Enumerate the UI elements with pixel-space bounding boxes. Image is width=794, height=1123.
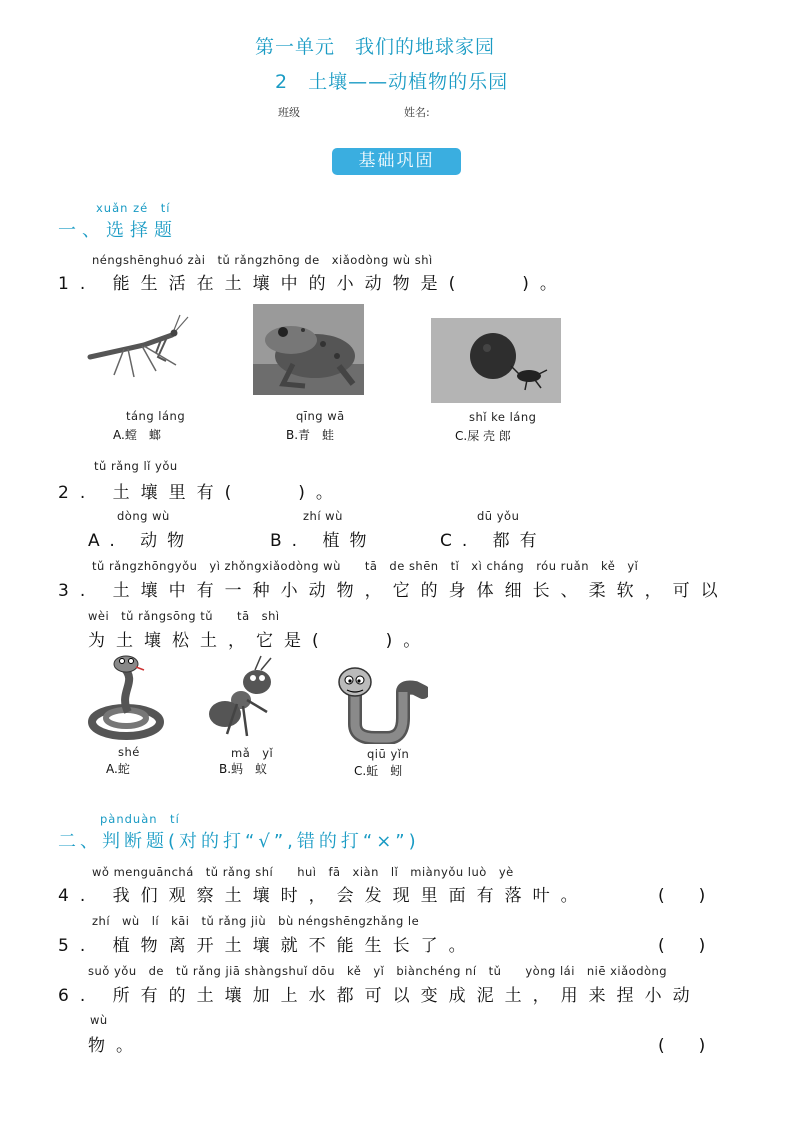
lesson-title: 2 土壤——动植物的乐园	[275, 71, 509, 93]
q4-answer-box[interactable]: ( )	[658, 886, 706, 906]
section2-pinyin: pànduàn tí	[100, 812, 180, 826]
ant-icon	[205, 652, 283, 742]
q2-option-b[interactable]: B. 植物	[270, 531, 377, 551]
q2-option-b-pinyin: zhí wù	[303, 509, 343, 523]
unit-title: 第一单元 我们的地球家园	[255, 36, 496, 58]
section2-title: 二、判断题(对的打“√”,错的打“×”)	[58, 831, 420, 852]
q3-option-b[interactable]: B.蚂 蚁	[219, 762, 268, 776]
section1-title: 一、选择题	[58, 220, 178, 241]
earthworm-icon	[333, 662, 428, 744]
name-label: 姓名:	[404, 106, 430, 119]
q5-text: 5. 植物离开土壤就不能生长了。	[58, 936, 477, 956]
class-label: 班级	[278, 106, 300, 119]
q3-text-line2: 为土壤松土，它是( )。	[88, 631, 432, 651]
q1-option-b[interactable]: B.青 蛙	[286, 428, 335, 442]
q5-answer-box[interactable]: ( )	[658, 936, 706, 956]
frog-icon	[253, 304, 364, 395]
q1-pinyin: néngshēnghuó zài tǔ rǎngzhōng de xiǎodòng wù shì	[92, 253, 433, 267]
q5-pinyin: zhí wù lí kāi tǔ rǎng jiù bù néngshēngzhǎng le	[92, 914, 420, 928]
q4-pinyin: wǒ menguānchá tǔ rǎng shí huì fā xiàn lǐ miànyǒu luò yè	[92, 865, 514, 879]
q2-pinyin: tǔ rǎng lǐ yǒu	[94, 459, 178, 473]
q3-option-a[interactable]: A.蛇	[106, 762, 130, 776]
q6-answer-box[interactable]: ( )	[658, 1036, 706, 1056]
q1-option-c-pinyin: shǐ ke láng	[469, 410, 537, 424]
q6-text-line2: 物。	[88, 1036, 144, 1056]
q3-pinyin-line1: tǔ rǎngzhōngyǒu yì zhǒngxiǎodòng wù tā de shēn tǐ xì cháng róu ruǎn kě yǐ	[92, 559, 639, 573]
q1-option-c[interactable]: C.屎 壳 郎	[455, 429, 511, 443]
mantis-icon	[84, 305, 194, 385]
q6-pinyin-line1: suǒ yǒu de tǔ rǎng jiā shàngshuǐ dōu kě yǐ biànchéng ní tǔ yòng lái niē xiǎodòng	[88, 964, 668, 978]
q6-pinyin-line2: wù	[90, 1013, 108, 1027]
q2-option-c-pinyin: dū yǒu	[477, 509, 520, 523]
q1-option-a-pinyin: táng láng	[126, 409, 186, 423]
q3-option-c-pinyin: qiū yǐn	[367, 747, 410, 761]
q2-option-a[interactable]: A. 动物	[88, 531, 195, 551]
q3-option-c[interactable]: C.蚯 蚓	[354, 764, 403, 778]
q3-text-line1: 3. 土壤中有一种小动物，它的身体细长、柔软，可以	[58, 581, 729, 601]
dung-beetle-icon	[431, 318, 561, 403]
q4-text: 4. 我们观察土壤时，会发现里面有落叶。	[58, 886, 589, 906]
q6-text-line1: 6. 所有的土壤加上水都可以变成泥土，用来捏小动	[58, 986, 701, 1006]
q3-pinyin-line2: wèi tǔ rǎngsōng tǔ tā shì	[88, 609, 280, 623]
section1-pinyin: xuǎn zé tí	[96, 201, 171, 215]
basic-consolidation-badge: 基础巩固	[332, 148, 461, 175]
q1-option-b-pinyin: qīng wā	[296, 409, 345, 423]
q1-text: 1. 能生活在土壤中的小动物是( )。	[58, 274, 568, 294]
q2-text: 2. 土壤里有( )。	[58, 483, 344, 503]
q3-option-a-pinyin: shé	[118, 745, 140, 759]
q3-option-b-pinyin: mǎ yǐ	[231, 746, 274, 760]
q1-option-a[interactable]: A.螳 螂	[113, 428, 161, 442]
q2-option-c[interactable]: C. 都有	[440, 531, 547, 551]
q2-option-a-pinyin: dòng wù	[117, 509, 170, 523]
snake-icon	[88, 652, 168, 742]
